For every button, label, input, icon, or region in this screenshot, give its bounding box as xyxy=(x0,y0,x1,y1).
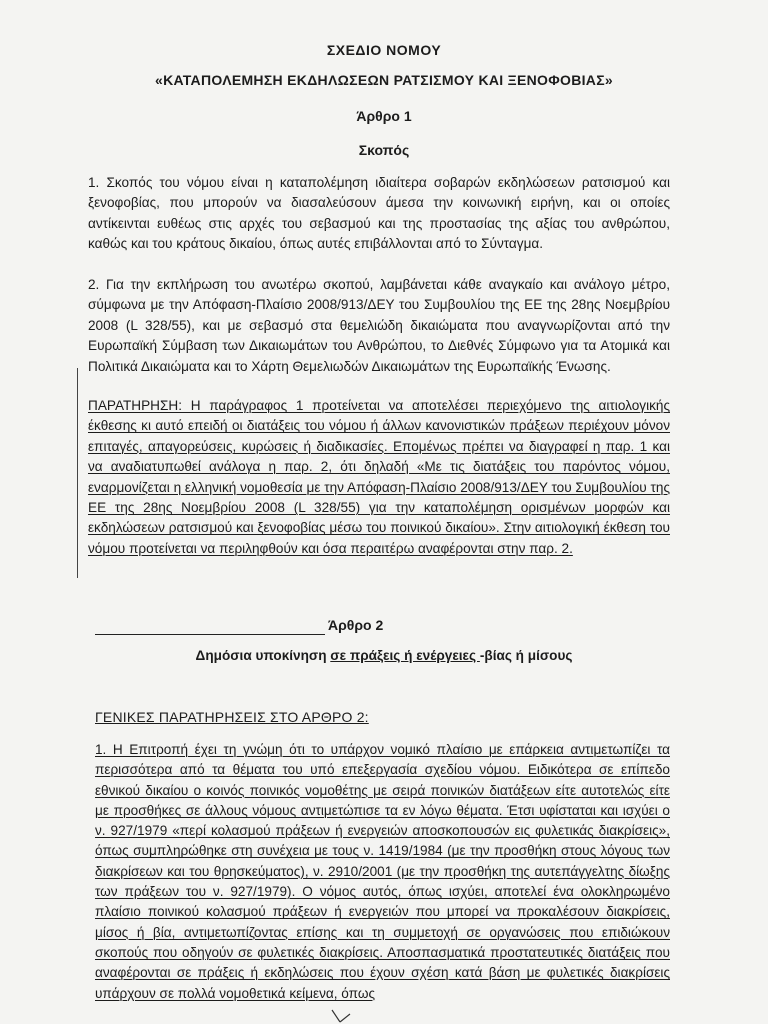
article-1-paragraph-2: 2. Για την εκπλήρωση του ανωτέρω σκοπού, λαμβάνεται κάθε αναγκαίο και ανάλογο μέτρο, σύμφωνα με την Απόφαση-Πλαίσιο 2008/913/ΔΕΥ του Συμβουλίου της ΕΕ της 28ης Νοεμβρίου 2008 (L 328/55), και με σεβασμό στα θεμελιώδη δικαιώματα που αναγνωρίζονται από την Ευρωπαϊκή Σύμβαση των Δικαιωμάτων του Ανθρώπου, το Διεθνές Σύμφωνο για τα Ατομικά και Πολιτικά Δικαιώματα και το Χάρτη Θεμελιωδών Δικαιωμάτων της Ευρωπαϊκής Ένωσης. xyxy=(88,277,670,374)
heading-part-3: βίας ή μίσους xyxy=(484,648,573,663)
heading-part-1: Δημόσια υποκίνηση xyxy=(195,648,331,663)
general-note-item-1: 1. Η Επιτροπή έχει τη γνώμη ότι το υπάρχον νομικό πλαίσιο με επάρκεια αντιμετωπίζει τα περισσότερα από τα θέματα του υπό επεξεργασία σχεδίου νόμου. Ειδικότερα σε επίπεδο εθνικού δικαίου ο κοινός ποινικός νομοθέτης με σειρά ποινικών διατάξεων είτε αυτοτελώς είτε με προσθήκες σε άλλους νόμους αντιμετώπισε τα εν λόγω θέματα. Έτσι υφίσταται και ισχύει ο ν. 927/1979 «περί κολασμού πράξεων ή ενεργειών αποσκοπουσών εις φυλετικάς διακρίσεις», όπως συμπληρώθηκε στη συνέχεια με τους ν. 1419/1984 (με την προσθήκη στους λόγους των διακρίσεων και του θρησκεύματος), ν. 2910/2001 (με την προσθήκη της αυτεπάγγελτης δίωξης των πράξεων του ν. 927/1979). Ο νόμος αυτός, όπως ισχύει, αποτελεί ένα ολοκληρωμένο πλαίσιο ποινικού κολασμού πράξεων ή ενεργειών που μπορεί να προκαλέσουν διακρίσεις, μίσος ή βία, αντιμετωπίζοντας επίσης και τη συμμετοχή σε οργανώσεις που επιδιώκουν σκοπούς που οδηγούν σε φυλετικές διακρίσεις. Αποσπασματικά προστατευτικές διατάξεις που αναφέρονται σε πράξεις ή εκδηλώσεις που έχουν σχέση κατά βάση με φυλετικές διακρίσεις υπάρχουν σε πολλά νομοθετικά κείμενα, όπως xyxy=(95,742,670,1001)
document-type: ΣΧΕΔΙΟ ΝΟΜΟΥ xyxy=(326,42,442,58)
general-notes-heading: ΓΕΝΙΚΕΣ ΠΑΡΑΤΗΡΗΣΕΙΣ ΣΤΟ ΑΡΘΡΟ 2: xyxy=(95,709,369,725)
handwritten-mark xyxy=(330,1008,370,1024)
handwritten-underline xyxy=(95,634,325,635)
article-2-heading xyxy=(0,648,768,663)
article-2-label: Άρθρο 2 xyxy=(328,617,384,633)
article-2-row xyxy=(0,617,768,639)
margin-annotation-line xyxy=(77,368,78,578)
article-1-paragraph-1: 1. Σκοπός του νόμου είναι η καταπολέμηση ιδιαίτερα σοβαρών εκδηλώσεων ρατσισμού και ξενοφοβίας, που μπορούν να διασαλεύσουν άμεσα την κοινωνική ειρήνη, και οι οποίες αντίκεινται ευθέως στις αρχές του σεβασμού και της προστασίας της αξίας του ανθρώπου, καθώς και του κράτους δικαίου, όπως αυτές επιβάλλονται από το Σύνταγμα. xyxy=(88,175,670,252)
article-1-label: Άρθρο 1 xyxy=(356,108,412,124)
article-1-remark: ΠΑΡΑΤΗΡΗΣΗ: Η παράγραφος 1 προτείνεται να αποτελέσει περιεχόμενο της αιτιολογικής έκθεσης κι αυτό επειδή οι διατάξεις του νόμου ή άλλων κανονιστικών πράξεων περιέχουν μόνον επιταγές, απαγορεύσεις, κυρώσεις ή διαδικασίες. Επομένως πρέπει να διαγραφεί η παρ. 1 και να αναδιατυπωθεί ανάλογα η παρ. 2, ότι δηλαδή «Με τις διατάξεις του παρόντος νόμου, εναρμονίζεται η ελληνική νομοθεσία με την Απόφαση-Πλαίσιο 2008/913/ΔΕΥ του Συμβουλίου της ΕΕ της 28ης Νοεμβρίου 2008 (L 328/55) για την καταπολέμηση ορισμένων μορφών και εκδηλώσεων ρατσισμού και ξενοφοβίας μέσω του ποινικού δικαίου». Στην αιτιολογική έκθεση του νόμου προτείνεται να περιληφθούν και όσα περαιτέρω αναφέρονται στην παρ. 2. xyxy=(88,398,670,556)
bill-title: «ΚΑΤΑΠΟΛΕΜΗΣΗ ΕΚΔΗΛΩΣΕΩΝ ΡΑΤΣΙΣΜΟΥ ΚΑΙ ΞΕΝΟΦΟΒΙΑΣ» xyxy=(155,72,613,88)
heading-part-2: σε πράξεις ή ενέργειες xyxy=(330,648,480,663)
heading-dash: - xyxy=(479,648,485,663)
article-1-heading: Σκοπός xyxy=(358,142,410,158)
